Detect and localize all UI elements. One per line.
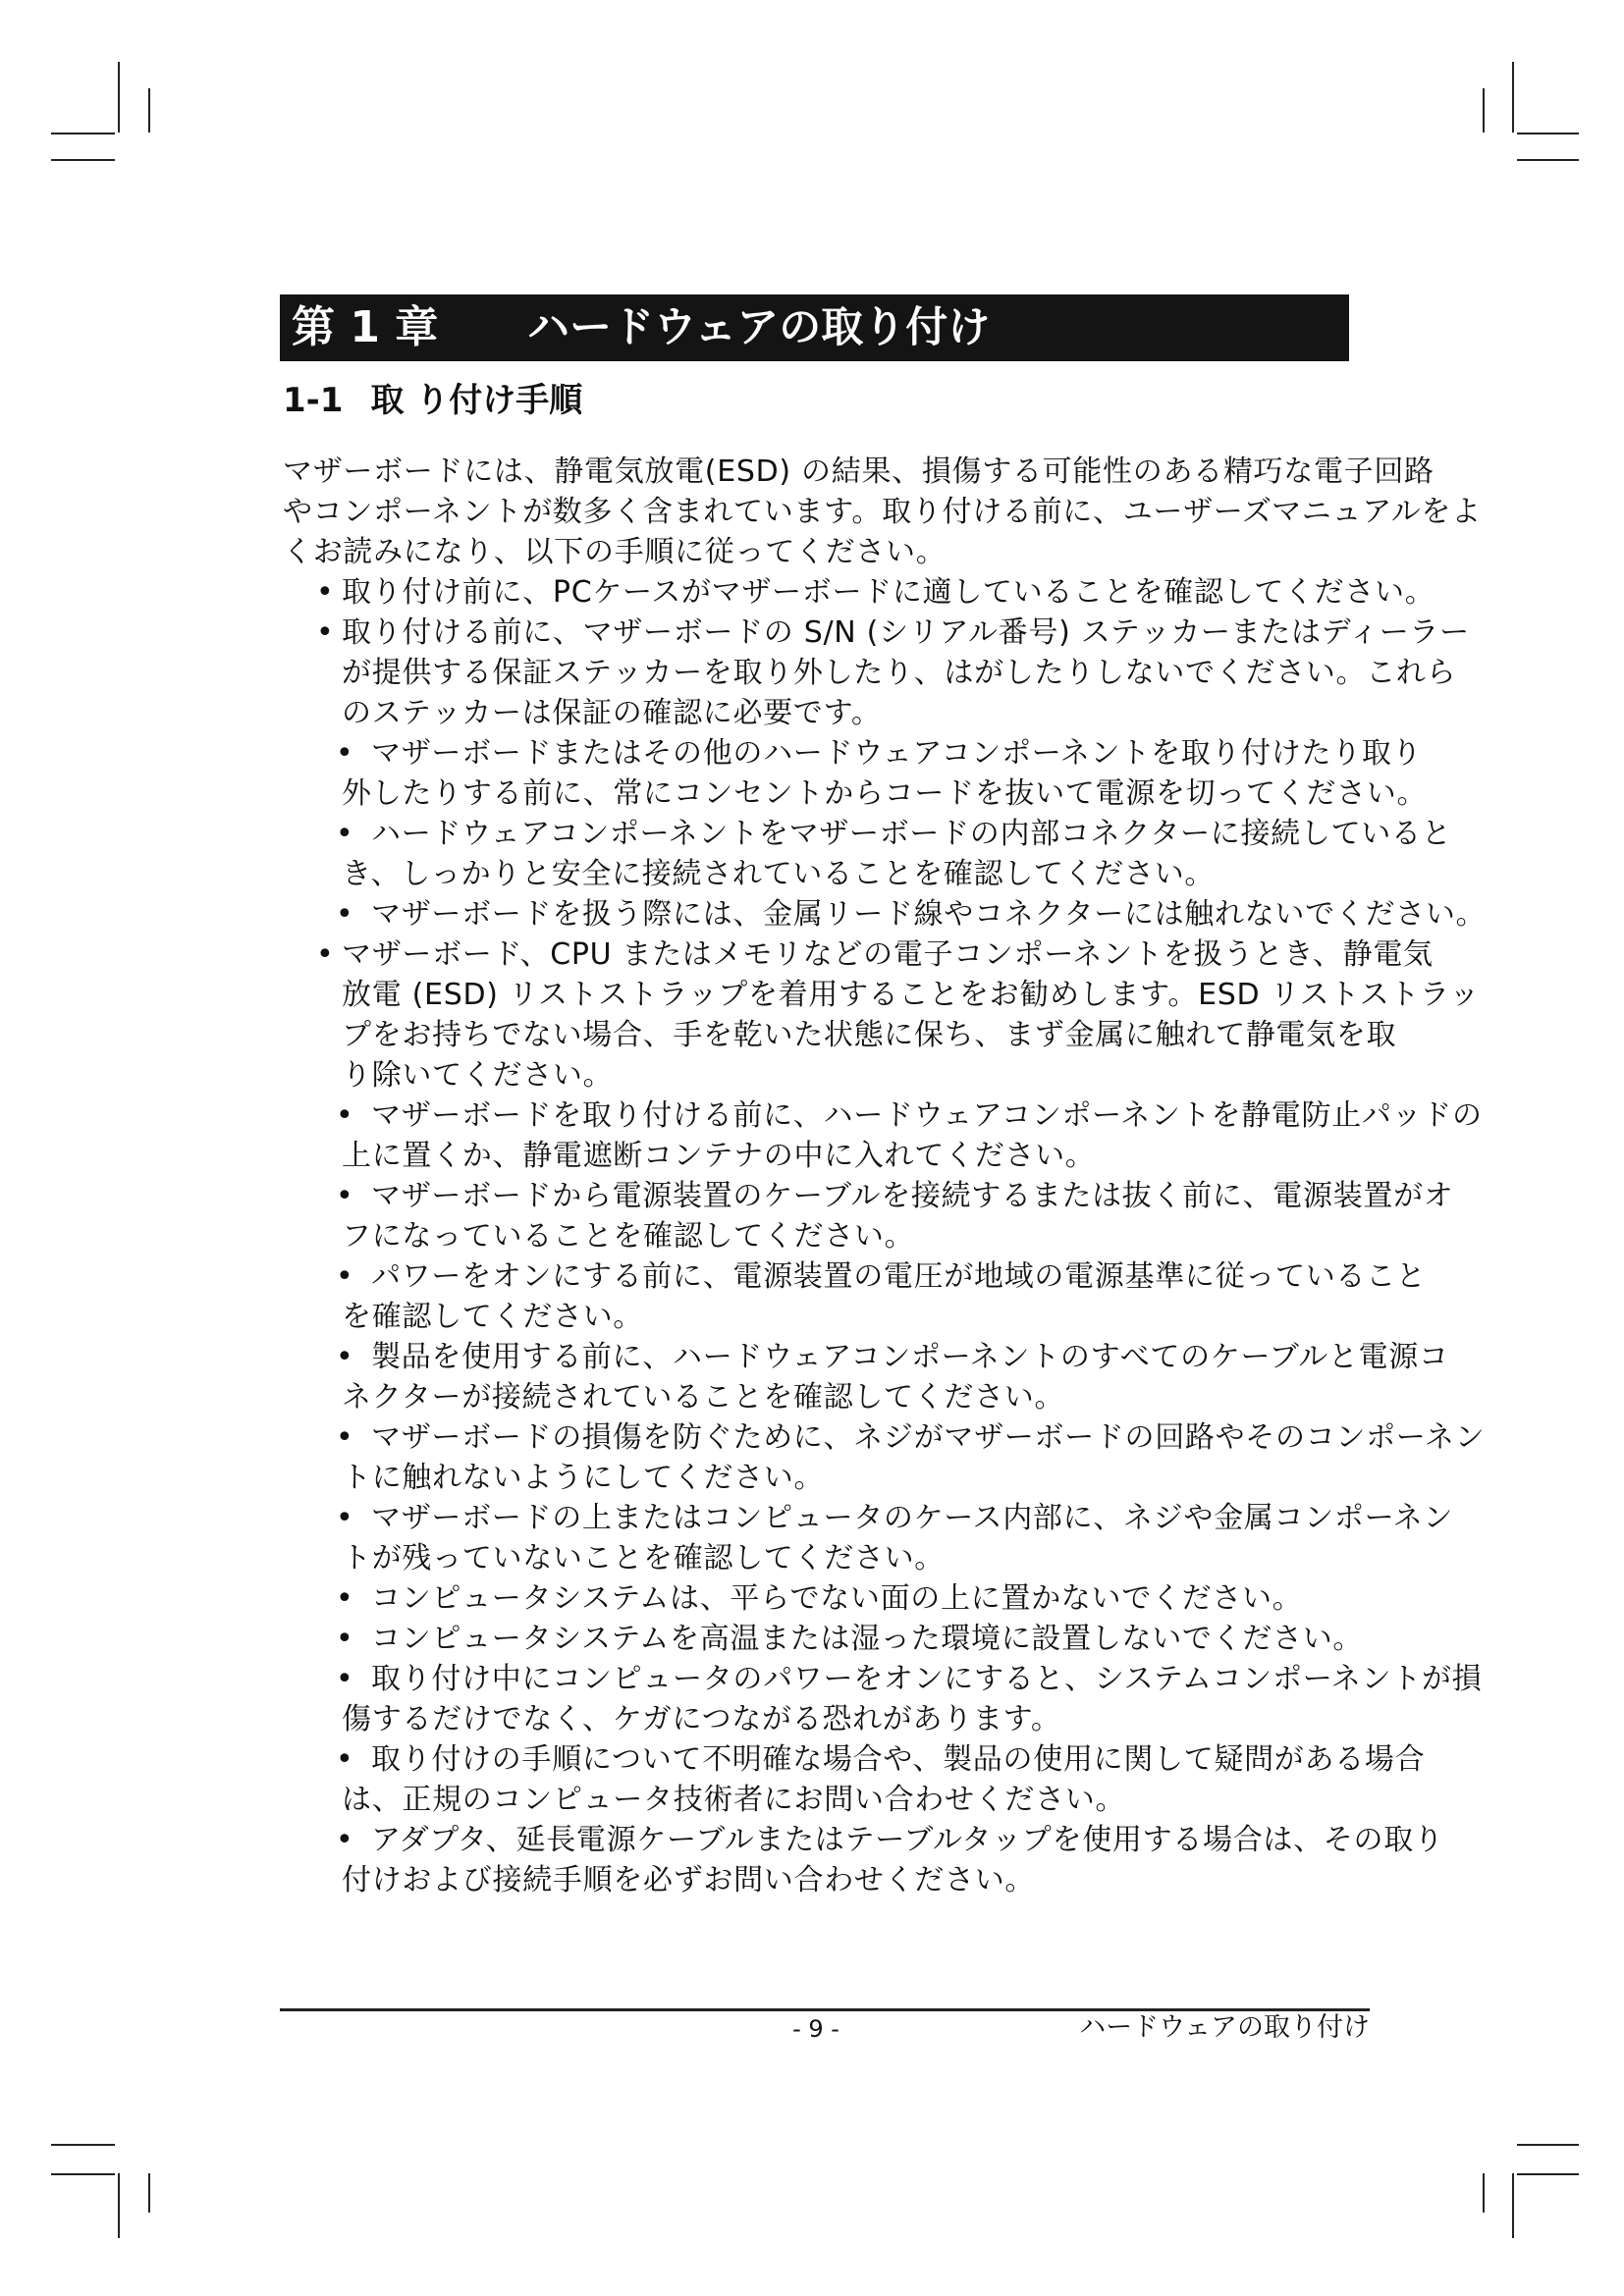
list-item <box>283 1256 1486 1337</box>
list-item-line <box>283 572 1486 613</box>
list-item-line <box>283 1820 1486 1860</box>
page-number: - 9 - <box>792 2015 839 2043</box>
crop-mark <box>51 159 115 161</box>
list-item <box>283 934 1486 1095</box>
crop-mark <box>51 2144 115 2146</box>
bullet: • <box>336 1420 353 1455</box>
bullet: • <box>336 897 353 932</box>
chapter-header-bar <box>280 294 1349 361</box>
list-item-line <box>283 1659 1486 1699</box>
bullet: • <box>336 1622 353 1656</box>
bullet: • <box>336 736 353 771</box>
list-item-line: 放電 (ESD) リストストラップを着用することをお勧めします。ESD リストストラッ <box>342 978 1480 1012</box>
chapter-label: 第 1 章 <box>292 302 439 352</box>
crop-mark <box>118 2173 120 2238</box>
list-item-text: マザーボードまたはその他のハードウェアコンポーネントを取り付けたり取り <box>371 736 1423 771</box>
list-item-line <box>283 1095 1486 1136</box>
list-item <box>283 1095 1486 1176</box>
bullet: • <box>316 575 334 610</box>
section-number: 1-1 <box>283 381 344 420</box>
list-item-line: り除いてください。 <box>342 1058 614 1093</box>
crop-mark <box>51 2173 115 2175</box>
footer-running-title: ハードウェアの取り付け <box>1079 2012 1370 2043</box>
crop-mark <box>1517 159 1579 161</box>
list-item <box>283 1337 1486 1417</box>
list-item-line <box>283 613 1486 653</box>
list-item-text: ハードウェアコンポーネントをマザーボードの内部コネクターに接続していると <box>371 817 1452 851</box>
list-item-text: 取り付ける前に、マザーボードの S/N (シリアル番号) ステッカーまたはディーラー <box>342 615 1470 650</box>
section-heading <box>283 378 582 423</box>
crop-mark <box>1517 2144 1579 2146</box>
intro-line: マザーボードには、静電気放電(ESD) の結果、損傷する可能性のある精巧な電子回路 <box>283 454 1435 489</box>
body-text <box>283 452 1486 1900</box>
list-item-line: のステッカーは保証の確認に必要です。 <box>342 696 882 730</box>
list-item <box>283 1417 1486 1498</box>
list-item-text: 製品を使用する前に、ハードウェアコンポーネントのすべてのケーブルと電源コ <box>371 1340 1449 1374</box>
bullet: • <box>316 615 334 650</box>
list-item-line: 外したりする前に、常にコンセントからコードを抜いて電源を切ってください。 <box>342 776 1428 811</box>
bullet: • <box>336 1742 353 1777</box>
list-item-line <box>283 1619 1486 1659</box>
crop-mark <box>51 133 115 134</box>
list-item-line: ネクターが接続されていることを確認してください。 <box>342 1380 1065 1415</box>
bullet: • <box>336 1501 353 1535</box>
list-item-text: パワーをオンにする前に、電源装置の電圧が地域の電源基準に従っていること <box>371 1259 1427 1294</box>
bullet: • <box>336 1259 353 1294</box>
bullet: • <box>336 1662 353 1696</box>
list-item-line <box>283 733 1486 774</box>
list-item-line: フになっていることを確認してください。 <box>342 1219 915 1254</box>
list-item-text: 取り付けの手順について不明確な場合や、製品の使用に関して疑問がある場合 <box>371 1742 1426 1777</box>
intro-paragraph <box>283 452 1486 572</box>
list-item-line: き、しっかりと安全に接続されていることを確認してください。 <box>342 857 1216 891</box>
list-item-text: マザーボード、CPU またはメモリなどの電子コンポーネントを扱うとき、静電気 <box>342 937 1434 972</box>
list-item-line: 傷するだけでなく、ケガにつながる恐れがあります。 <box>342 1702 1061 1736</box>
footer-rule <box>280 2008 1370 2011</box>
list-item-line <box>283 814 1486 854</box>
section-title: 取 り付け手順 <box>370 381 583 420</box>
list-item <box>283 894 1486 934</box>
intro-line: やコンポーネントが数多く含まれています。取り付ける前に、ユーザーズマニュアルをよ <box>283 495 1482 529</box>
list-item-text: マザーボードから電源装置のケーブルを接続するまたは抜く前に、電源装置がオ <box>371 1179 1454 1213</box>
list-item-text: アダプタ、延長電源ケーブルまたはテーブルタップを使用する場合は、その取り <box>371 1823 1444 1857</box>
bullet: • <box>336 817 353 851</box>
list-item <box>283 1820 1486 1900</box>
precautions-list <box>283 572 1486 1900</box>
list-item-text: コンピュータシステムを高温または湿った環境に設置しないでください。 <box>371 1622 1364 1656</box>
bullet: • <box>336 1098 353 1133</box>
list-item <box>283 1659 1486 1739</box>
list-item <box>283 1578 1486 1619</box>
list-item-line: 上に置くか、静電遮断コンテナの中に入れてください。 <box>342 1139 1096 1173</box>
list-item-line <box>283 934 1486 975</box>
list-item-text: コンピュータシステムは、平らでない面の上に置かないでください。 <box>371 1581 1303 1616</box>
list-item-line: トが残っていないことを確認してください。 <box>342 1541 945 1575</box>
list-item-line <box>283 1176 1486 1216</box>
list-item-line <box>283 1578 1486 1619</box>
crop-mark <box>148 88 150 133</box>
list-item-line: を確認してください。 <box>342 1300 643 1334</box>
list-item-line <box>283 1739 1486 1780</box>
intro-line: くお読みになり、以下の手順に従ってください。 <box>283 535 947 569</box>
list-item <box>283 572 1486 613</box>
chapter-title: ハードウェアの取り付け <box>527 303 991 352</box>
list-item-text: 取り付け中にコンピュータのパワーをオンにすると、システムコンポーネントが損 <box>371 1662 1483 1696</box>
crop-mark <box>1512 62 1514 133</box>
list-item-line <box>283 1417 1486 1458</box>
list-item-line <box>283 1256 1486 1297</box>
crop-mark <box>1517 2173 1579 2175</box>
list-item <box>283 1619 1486 1659</box>
crop-mark <box>1517 133 1579 134</box>
list-item <box>283 613 1486 733</box>
crop-mark <box>148 2173 150 2213</box>
list-item-line: 付けおよび接続手順を必ずお問い合わせください。 <box>342 1863 1036 1897</box>
bullet: • <box>336 1823 353 1857</box>
list-item <box>283 733 1486 814</box>
list-item-text: マザーボードを扱う際には、金属リード線やコネクターには触れないでください。 <box>371 897 1487 932</box>
list-item <box>283 1498 1486 1578</box>
bullet: • <box>336 1581 353 1616</box>
crop-mark <box>1483 2173 1485 2213</box>
crop-mark <box>1512 2173 1514 2238</box>
crop-mark <box>118 62 120 133</box>
list-item <box>283 1739 1486 1820</box>
list-item-text: マザーボードを取り付ける前に、ハードウェアコンポーネントを静電防止パッドの <box>371 1098 1483 1133</box>
list-item-line: プをお持ちでない場合、手を乾いた状態に保ち、まず金属に触れて静電気を取 <box>342 1018 1397 1052</box>
bullet: • <box>336 1340 353 1374</box>
list-item-line: は、正規のコンピュータ技術者にお問い合わせください。 <box>342 1783 1126 1817</box>
list-item-line <box>283 1498 1486 1538</box>
list-item <box>283 1176 1486 1256</box>
list-item-line <box>283 894 1486 934</box>
list-item-line: トに触れないようにしてください。 <box>342 1461 825 1495</box>
list-item-line: が提供する保証ステッカーを取り外したり、はがしたりしないでください。これら <box>342 656 1457 690</box>
crop-mark <box>1483 88 1485 133</box>
list-item-text: 取り付け前に、PCケースがマザーボードに適していることを確認してください。 <box>342 575 1435 610</box>
list-item-text: マザーボードの上またはコンピュータのケース内部に、ネジや金属コンポーネン <box>371 1501 1454 1535</box>
bullet: • <box>316 937 334 972</box>
list-item-text: マザーボードの損傷を防ぐために、ネジがマザーボードの回路やそのコンポーネン <box>371 1420 1486 1455</box>
list-item-line <box>283 1337 1486 1377</box>
list-item <box>283 814 1486 894</box>
bullet: • <box>336 1179 353 1213</box>
